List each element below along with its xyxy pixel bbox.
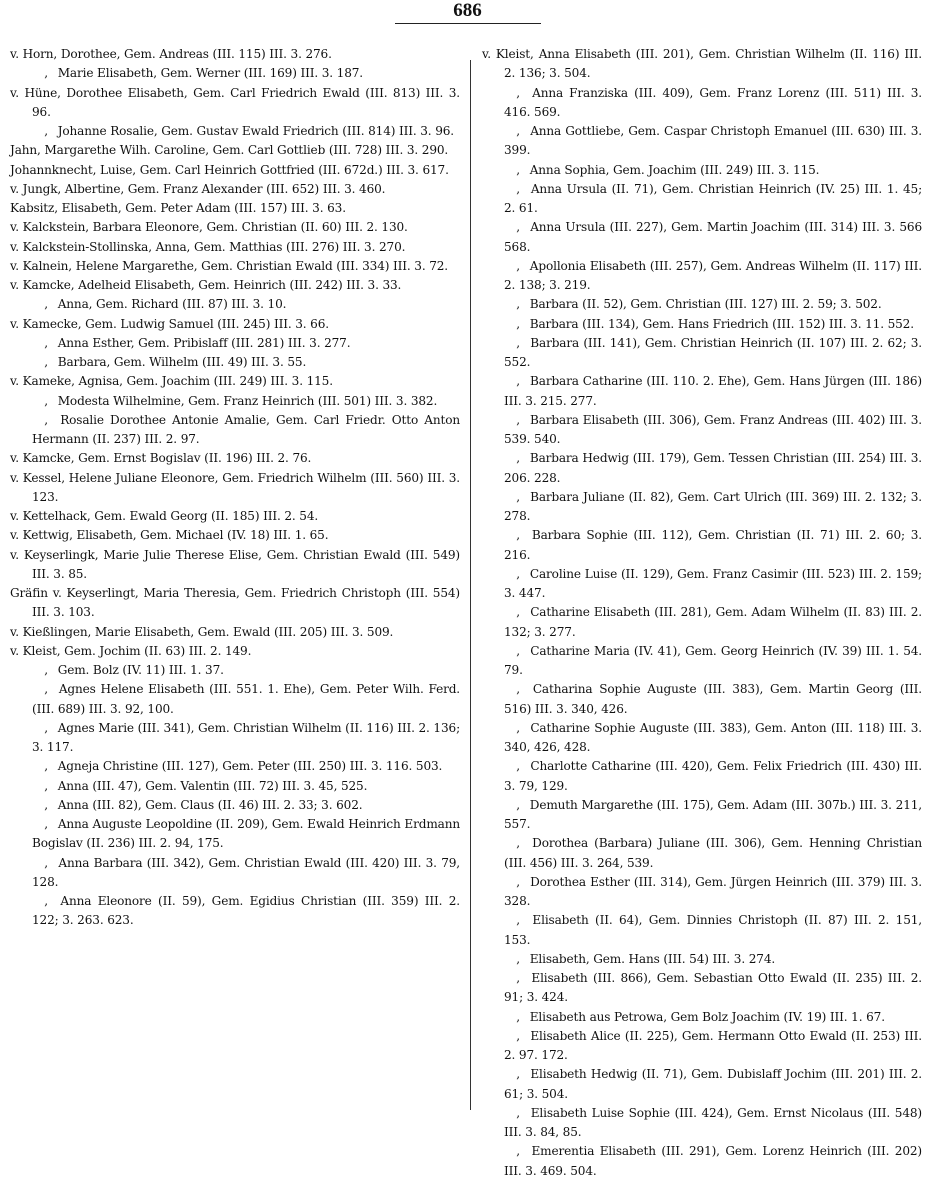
- index-entry: [10, 122, 460, 141]
- ditto-mark: ,: [516, 1105, 520, 1120]
- surname: v. Kleist,: [10, 643, 61, 658]
- index-entry: [482, 1065, 922, 1104]
- entry-text: Elisabeth Hedwig (II. 71), Gem. Dubislaff Jochim (III. 201) III. 2. 61; 3. 504.: [504, 1067, 923, 1101]
- entry-text: Elisabeth (II. 64), Gem. Dinnies Christoph (II. 87) III. 2. 151, 153.: [504, 913, 922, 947]
- ditto-mark: ,: [516, 85, 520, 100]
- index-entry: [482, 642, 922, 681]
- entry-text: Elisabeth aus Petrowa, Gem Bolz Joachim (IV. 19) III. 1. 67.: [529, 1009, 885, 1024]
- entry-text: Helene Margarethe, Gem. Christian Ewald (III. 334) III. 3. 72.: [75, 258, 448, 273]
- index-entry: [10, 64, 460, 83]
- index-entry: [10, 141, 460, 160]
- surname: v. Jungk,: [10, 181, 62, 196]
- index-entry: [482, 488, 922, 527]
- entry-text: Adelheid Elisabeth, Gem. Heinrich (III. 242) III. 3. 33.: [78, 278, 402, 292]
- index-entry: [482, 218, 922, 257]
- entry-text: Marie Elisabeth, Gem. Werner (III. 169) III. 3. 187.: [57, 66, 364, 81]
- ditto-mark: ,: [516, 971, 520, 985]
- entry-text: Barbara Sophie (III. 112), Gem. Christian (II. 71) III. 2. 60; 3. 216.: [504, 528, 922, 562]
- index-entry: [482, 911, 922, 950]
- index-entry: [10, 449, 460, 468]
- surname: v. Kamcke,: [10, 278, 75, 292]
- header-rule: [395, 23, 541, 24]
- surname: v. Kettelhack,: [10, 509, 91, 523]
- index-entry: [10, 392, 460, 411]
- index-entry: [482, 1142, 922, 1181]
- ditto-mark: ,: [44, 778, 48, 793]
- surname: v. Kalnein,: [10, 258, 72, 273]
- ditto-mark: ,: [44, 412, 48, 427]
- ditto-mark: ,: [516, 605, 520, 620]
- entry-text: Dorothee, Gem. Andreas (III. 115) III. 3. 276.: [60, 47, 332, 61]
- index-entry: [482, 295, 922, 314]
- entry-text: Anna Franziska (III. 409), Gem. Franz Lorenz (III. 511) III. 3. 416. 569.: [504, 85, 922, 119]
- entry-text: Maria Theresia, Gem. Friedrich Christoph (III. 554) III. 3. 103.: [32, 586, 460, 620]
- index-entry: [10, 526, 460, 545]
- index-entry: [10, 199, 460, 218]
- entry-text: Catharine Elisabeth (III. 281), Gem. Adam Wilhelm (II. 83) III. 2. 132; 3. 277.: [504, 605, 922, 639]
- index-entry: [482, 757, 922, 796]
- index-entry: [482, 526, 922, 565]
- index-entry: [10, 584, 460, 623]
- entry-text: Luise, Gem. Carl Heinrich Gottfried (III. 672d.) III. 3. 617.: [100, 162, 449, 177]
- entry-text: Anna Auguste Leopoldine (II. 209), Gem. Ewald Heinrich Erdmann Bogislav (II. 236) III. 2. 94, 175.: [32, 817, 460, 851]
- entry-text: Anna Eleonore (II. 59), Gem. Egidius Christian (III. 359) III. 2. 122; 3. 263. 623.: [32, 894, 460, 928]
- index-entry: [10, 218, 460, 237]
- entry-text: Modesta Wilhelmine, Gem. Franz Heinrich (III. 501) III. 3. 382.: [57, 393, 438, 408]
- entry-text: Gem. Jochim (II. 63) III. 2. 149.: [64, 643, 252, 658]
- surname: v. Hüne,: [10, 85, 61, 100]
- entry-text: Elisabeth (III. 866), Gem. Sebastian Otto Ewald (II. 235) III. 2. 91; 3. 424.: [504, 971, 922, 1005]
- index-entry: [10, 680, 460, 719]
- index-entry: [482, 411, 922, 450]
- surname: v. Kamcke,: [10, 451, 75, 466]
- entry-text: Catharine Sophie Auguste (III. 383), Gem. Anton (III. 118) III. 3. 340, 426, 428.: [504, 720, 922, 754]
- ditto-mark: ,: [44, 759, 48, 774]
- entry-text: Caroline Luise (II. 129), Gem. Franz Casimir (III. 523) III. 2. 159; 3. 447.: [504, 566, 922, 600]
- ditto-mark: ,: [516, 412, 520, 427]
- index-entry: [10, 238, 460, 257]
- entry-text: Demuth Margarethe (III. 175), Gem. Adam (III. 307b.) III. 3. 211, 557.: [504, 797, 922, 831]
- surname: v. Kamecke,: [10, 316, 82, 331]
- entry-text: Barbara (III. 141), Gem. Christian Heinrich (II. 107) III. 2. 62; 3. 552.: [504, 335, 922, 369]
- index-column-left: [10, 45, 460, 931]
- ditto-mark: ,: [516, 951, 520, 966]
- ditto-mark: ,: [44, 855, 48, 870]
- index-entry: [10, 507, 460, 526]
- entry-text: Barbara Hedwig (III. 179), Gem. Tessen Christian (III. 254) III. 3. 206. 228.: [504, 451, 923, 485]
- index-entry: [482, 680, 922, 719]
- index-entry: [10, 45, 460, 64]
- ditto-mark: ,: [516, 162, 520, 177]
- ditto-mark: ,: [516, 759, 520, 774]
- ditto-mark: ,: [44, 720, 48, 735]
- index-entry: [482, 257, 922, 296]
- index-entry: [10, 796, 460, 815]
- surname: v. Kleist,: [482, 47, 534, 61]
- index-entry: [482, 1104, 922, 1143]
- index-entry: [482, 449, 922, 488]
- index-entry: [10, 623, 460, 642]
- ditto-mark: ,: [516, 566, 520, 581]
- index-entry: [10, 372, 460, 391]
- ditto-mark: ,: [44, 663, 48, 677]
- ditto-mark: ,: [516, 258, 520, 273]
- ditto-mark: ,: [516, 489, 520, 504]
- ditto-mark: ,: [516, 528, 520, 543]
- index-entry: [10, 334, 460, 353]
- entry-text: Catharina Sophie Auguste (III. 383), Gem. Martin Georg (III. 516) III. 3. 340, 426.: [504, 682, 923, 716]
- index-entry: [10, 161, 460, 180]
- entry-text: Barbara, Gem. Wilhelm (III. 49) III. 3. 55.: [57, 355, 307, 369]
- index-entry: [10, 777, 460, 796]
- index-entry: [482, 372, 922, 411]
- page-number: 686: [453, 0, 482, 21]
- index-entry: [10, 757, 460, 776]
- entry-text: Apollonia Elisabeth (III. 257), Gem. Andreas Wilhelm (II. 117) III. 2. 138; 3. 219.: [504, 258, 922, 292]
- ditto-mark: ,: [516, 1028, 520, 1043]
- entry-text: Anna Ursula (III. 227), Gem. Martin Joachim (III. 314) III. 3. 566 568.: [504, 220, 922, 254]
- entry-text: Gem. Ludwig Samuel (III. 245) III. 3. 66.: [85, 316, 329, 331]
- index-entry: [482, 565, 922, 604]
- entry-text: Barbara Catharine (III. 110. 2. Ehe), Gem. Hans Jürgen (III. 186) III. 3. 215. 277.: [504, 374, 922, 408]
- column-divider: [470, 60, 471, 1110]
- ditto-mark: ,: [516, 124, 520, 138]
- index-entry: [10, 295, 460, 314]
- surname: v. Kettwig,: [10, 528, 73, 543]
- entry-text: Elisabeth, Gem. Michael (IV. 18) III. 1. 65.: [76, 528, 329, 543]
- ditto-mark: ,: [44, 894, 48, 908]
- entry-text: Agnisa, Gem. Joachim (III. 249) III. 3. 115.: [78, 374, 333, 389]
- entry-text: Agneja Christine (III. 127), Gem. Peter (III. 250) III. 3. 116. 503.: [57, 759, 443, 774]
- entry-text: Elisabeth Luise Sophie (III. 424), Gem. Ernst Nicolaus (III. 548) III. 3. 84, 85.: [504, 1105, 922, 1139]
- entry-text: Anna Ursula (II. 71), Gem. Christian Heinrich (IV. 25) III. 1. 45; 2. 61.: [504, 181, 922, 215]
- index-entry: [482, 315, 922, 334]
- ditto-mark: ,: [516, 1009, 520, 1024]
- entry-text: Catharine Maria (IV. 41), Gem. Georg Heinrich (IV. 39) III. 1. 54. 79.: [504, 643, 922, 677]
- ditto-mark: ,: [44, 335, 48, 350]
- ditto-mark: ,: [516, 836, 520, 851]
- surname: v. Keyserlingk,: [10, 547, 99, 562]
- index-entry: [10, 180, 460, 199]
- entry-text: Rosalie Dorothee Antonie Amalie, Gem. Carl Friedr. Otto Anton Hermann (II. 237) III. 2. 97.: [32, 412, 460, 446]
- entry-text: Barbara (II. 52), Gem. Christian (III. 127) III. 2. 59; 3. 502.: [529, 297, 882, 312]
- entry-text: Marie Julie Therese Elise, Gem. Christian Ewald (III. 549) III. 3. 85.: [32, 547, 460, 581]
- ditto-mark: ,: [44, 124, 48, 138]
- index-entry: [482, 180, 922, 219]
- entry-text: Elisabeth, Gem. Hans (III. 54) III. 3. 274.: [529, 951, 776, 966]
- ditto-mark: ,: [516, 874, 520, 889]
- index-entry: [10, 719, 460, 758]
- surname: v. Kameke,: [10, 374, 75, 389]
- ditto-mark: ,: [516, 1144, 520, 1159]
- surname: Jahn,: [10, 143, 41, 158]
- entry-text: Elisabeth Alice (II. 225), Gem. Hermann Otto Ewald (II. 253) III. 2. 97. 172.: [504, 1028, 922, 1062]
- index-entry: [10, 276, 460, 295]
- entry-text: Anna Gottliebe, Gem. Caspar Christoph Emanuel (III. 630) III. 3. 399.: [504, 124, 922, 158]
- ditto-mark: ,: [44, 355, 48, 369]
- ditto-mark: ,: [44, 393, 48, 408]
- index-entry: [482, 334, 922, 373]
- surname: v. Horn,: [10, 47, 58, 61]
- index-entry: [482, 1008, 922, 1027]
- surname: Gräfin v. Keyserlingt,: [10, 586, 139, 600]
- index-entry: [482, 969, 922, 1008]
- entry-text: Marie Elisabeth, Gem. Ewald (III. 205) III. 3. 509.: [94, 624, 394, 639]
- index-entry: [10, 84, 460, 123]
- index-entry: [10, 353, 460, 372]
- index-entry: [482, 603, 922, 642]
- entry-text: Helene Juliane Eleonore, Gem. Friedrich Wilhelm (III. 560) III. 3. 123.: [32, 470, 460, 504]
- ditto-mark: ,: [516, 220, 520, 235]
- entry-text: Anna Sophia, Gem. Joachim (III. 249) III. 3. 115.: [529, 162, 820, 177]
- surname: Johannknecht,: [10, 162, 97, 177]
- index-entry: [10, 469, 460, 508]
- surname: v. Kessel,: [10, 470, 65, 485]
- entry-text: Elisabeth, Gem. Peter Adam (III. 157) III. 3. 63.: [61, 201, 346, 215]
- index-entry: [482, 796, 922, 835]
- index-column-right: [482, 45, 922, 1181]
- surname: v. Kießlingen,: [10, 624, 92, 639]
- entry-text: Anna Elisabeth (III. 201), Gem. Christian Wilhelm (II. 116) III. 2. 136; 3. 504.: [504, 47, 922, 81]
- entry-text: Charlotte Catharine (III. 420), Gem. Felix Friedrich (III. 430) III. 3. 79, 129.: [504, 759, 922, 793]
- entry-text: Margarethe Wilh. Caroline, Gem. Carl Gottlieb (III. 728) III. 3. 290.: [44, 143, 449, 158]
- index-entry: [482, 719, 922, 758]
- entry-text: Anna Barbara (III. 342), Gem. Christian Ewald (III. 420) III. 3. 79, 128.: [32, 855, 460, 889]
- entry-text: Dorothee Elisabeth, Gem. Carl Friedrich Ewald (III. 813) III. 3. 96.: [32, 85, 460, 119]
- entry-text: Barbara Juliane (II. 82), Gem. Cart Ulrich (III. 369) III. 2. 132; 3. 278.: [504, 489, 922, 523]
- entry-text: Emerentia Elisabeth (III. 291), Gem. Lorenz Heinrich (III. 202) III. 3. 469. 504.: [504, 1144, 922, 1178]
- entry-text: Anna, Gem. Richard (III. 87) III. 3. 10.: [57, 297, 287, 312]
- entry-text: Anna, Gem. Matthias (III. 276) III. 3. 270.: [155, 239, 406, 254]
- index-entry: [10, 411, 460, 450]
- index-entry: [10, 661, 460, 680]
- ditto-mark: ,: [516, 316, 520, 331]
- ditto-mark: ,: [516, 335, 520, 350]
- entry-text: Gem. Ernst Bogislav (II. 196) III. 2. 76.: [78, 451, 312, 466]
- index-entry: [482, 834, 922, 873]
- ditto-mark: ,: [44, 297, 48, 312]
- entry-text: Barbara Eleonore, Gem. Christian (II. 60) III. 2. 130.: [92, 220, 408, 235]
- ditto-mark: ,: [516, 720, 520, 735]
- entry-text: Barbara (III. 134), Gem. Hans Friedrich (III. 152) III. 3. 11. 552.: [529, 316, 914, 331]
- index-entry: [482, 950, 922, 969]
- surname: v. Kalckstein-Stollinska,: [10, 239, 152, 254]
- index-entry: [482, 84, 922, 123]
- entry-text: Albertine, Gem. Franz Alexander (III. 652) III. 3. 460.: [64, 181, 386, 196]
- ditto-mark: ,: [44, 66, 48, 81]
- ditto-mark: ,: [44, 817, 48, 831]
- surname: Kabsitz,: [10, 201, 58, 215]
- ditto-mark: ,: [516, 1067, 520, 1082]
- ditto-mark: ,: [516, 913, 520, 928]
- ditto-mark: ,: [516, 181, 520, 196]
- entry-text: Dorothea (Barbara) Juliane (III. 306), Gem. Henning Christian (III. 456) III. 3. 264, 539.: [504, 836, 923, 870]
- index-entry: [10, 257, 460, 276]
- index-entry: [482, 45, 922, 84]
- index-entry: [10, 892, 460, 931]
- ditto-mark: ,: [44, 797, 48, 812]
- index-entry: [10, 854, 460, 893]
- index-entry: [10, 815, 460, 854]
- ditto-mark: ,: [516, 682, 520, 697]
- ditto-mark: ,: [516, 797, 520, 812]
- surname: v. Kalckstein,: [10, 220, 89, 235]
- index-entry: [10, 642, 460, 661]
- index-entry: [482, 1027, 922, 1066]
- index-entry: [482, 122, 922, 161]
- index-entry: [482, 873, 922, 912]
- index-entry: [10, 315, 460, 334]
- entry-text: Dorothea Esther (III. 314), Gem. Jürgen Heinrich (III. 379) III. 3. 328.: [504, 874, 922, 908]
- entry-text: Agnes Helene Elisabeth (III. 551. 1. Ehe), Gem. Peter Wilh. Ferd. (III. 689) III. 3. 92, 100.: [32, 682, 460, 716]
- entry-text: Anna (III. 47), Gem. Valentin (III. 72) III. 3. 45, 525.: [57, 778, 368, 793]
- index-entry: [482, 161, 922, 180]
- ditto-mark: ,: [516, 451, 520, 466]
- entry-text: Johanne Rosalie, Gem. Gustav Ewald Friedrich (III. 814) III. 3. 96.: [57, 124, 454, 138]
- entry-text: Gem. Bolz (IV. 11) III. 1. 37.: [57, 663, 224, 677]
- ditto-mark: ,: [516, 374, 520, 389]
- entry-text: Barbara Elisabeth (III. 306), Gem. Franz Andreas (III. 402) III. 3. 539. 540.: [504, 412, 922, 446]
- entry-text: Agnes Marie (III. 341), Gem. Christian Wilhelm (II. 116) III. 2. 136; 3. 117.: [32, 720, 460, 754]
- ditto-mark: ,: [516, 643, 520, 658]
- entry-text: Anna (III. 82), Gem. Claus (II. 46) III. 2. 33; 3. 602.: [57, 797, 363, 812]
- entry-text: Gem. Ewald Georg (II. 185) III. 2. 54.: [94, 509, 319, 523]
- ditto-mark: ,: [44, 682, 48, 697]
- index-entry: [10, 546, 460, 585]
- ditto-mark: ,: [516, 297, 520, 312]
- entry-text: Anna Esther, Gem. Pribislaff (III. 281) III. 3. 277.: [57, 335, 351, 350]
